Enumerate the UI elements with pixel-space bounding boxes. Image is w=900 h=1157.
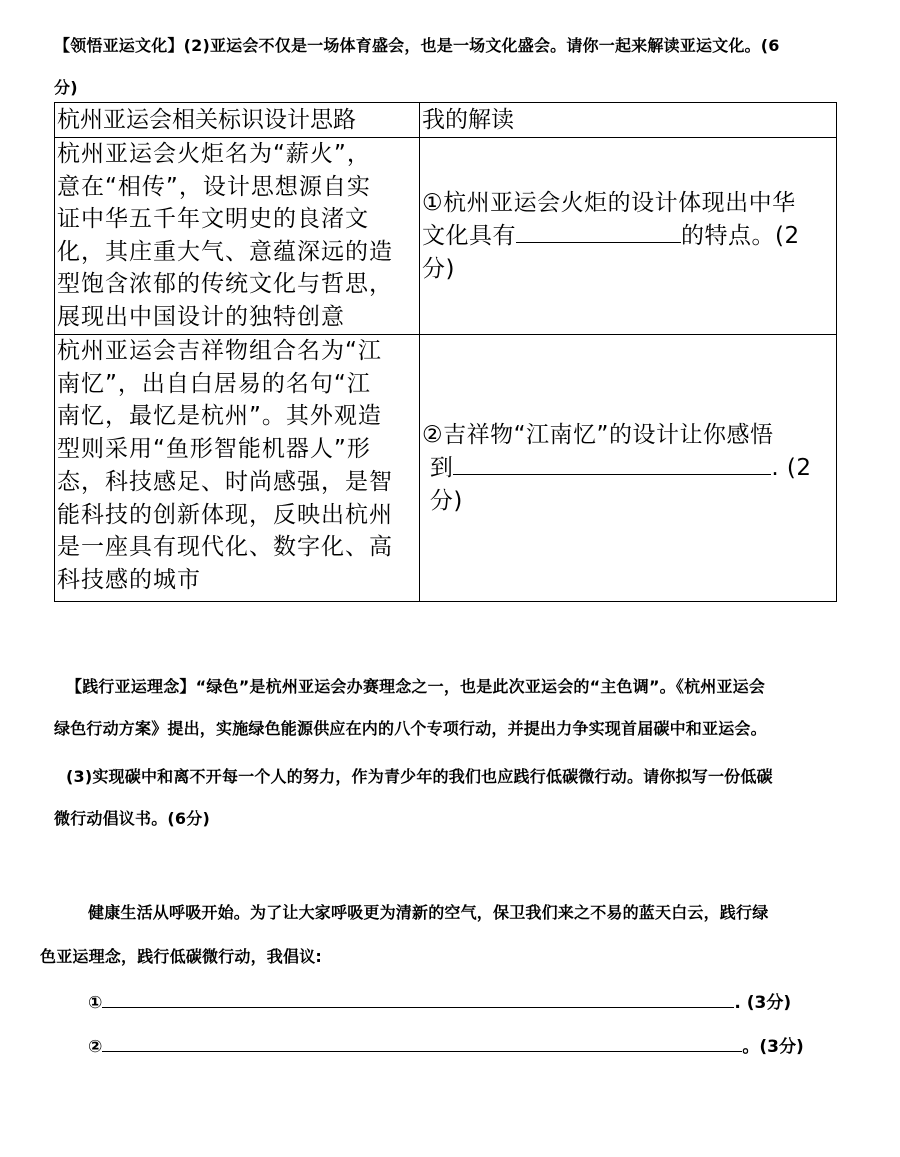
header-design-idea: 杭州亚运会相关标识设计思路: [55, 103, 420, 138]
header-my-interpretation: 我的解读: [420, 103, 837, 138]
proposal-item-1-marker: ①: [88, 993, 103, 1013]
torch-question-points: 分): [422, 255, 455, 282]
proposal-intro-line-1: 健康生活从呼吸开始。为了让大家呼吸更为清新的空气，保卫我们来之不易的蓝天白云，践行绿: [88, 903, 769, 922]
interpretation-table: [54, 102, 837, 602]
mascot-line: 南忆，最忆是杭州”。其外观造: [57, 403, 382, 430]
torch-answer-cell: [420, 138, 837, 335]
mascot-answer-cell: [420, 335, 837, 602]
torch-line: 证中华五千年文明史的良渚文: [57, 206, 369, 232]
mascot-line: 科技感的城市: [57, 566, 201, 593]
mascot-line: 南忆”，出自白居易的名句“江: [57, 370, 371, 397]
mascot-line: 态，科技感足、时尚感强，是智: [57, 468, 393, 495]
proposal-item-2: [88, 1032, 804, 1057]
mascot-line: 能科技的创新体现，反映出杭州: [57, 501, 393, 528]
mascot-answer-blank[interactable]: [453, 452, 771, 475]
question-3-line-1: (3)实现碳中和离不开每一个人的努力，作为青少年的我们也应践行低碳微行动。请你拟写一份低碳: [66, 767, 773, 786]
mascot-line: 型则采用“鱼形智能机器人”形: [57, 436, 371, 463]
mascot-line: 杭州亚运会吉祥物组合名为“江: [57, 338, 382, 364]
torch-line: 意在“相传”，设计思想源自实: [57, 173, 371, 200]
torch-line: 型饱含浓郁的传统文化与哲思，: [57, 271, 393, 297]
torch-line: 展现出中国设计的独特创意: [57, 303, 345, 330]
table-row-mascot: [55, 335, 837, 602]
torch-line: 杭州亚运会火炬名为“薪火”，: [57, 141, 371, 167]
green-intro-line-1: 【践行亚运理念】“绿色”是杭州亚运会办赛理念之一，也是此次亚运会的“主色调”。《杭州亚运会: [66, 677, 766, 696]
torch-question-prefix: 文化具有: [422, 222, 516, 249]
torch-question-line-1: ①杭州亚运会火炬的设计体现出中华: [422, 189, 796, 216]
proposal-intro-line-2: 色亚运理念，践行低碳微行动，我倡议:: [40, 947, 322, 966]
torch-description-cell: [55, 138, 420, 335]
green-intro-line-2: 绿色行动方案》提出，实施绿色能源供应在内的八个专项行动，并提出力争实现首届碳中和亚运会。: [54, 719, 767, 738]
table-row-torch: [55, 138, 837, 335]
mascot-question-prefix: 到: [429, 454, 454, 481]
mascot-description-cell: [55, 335, 420, 602]
torch-question-suffix: 的特点。(2: [681, 222, 800, 249]
mascot-line: 是一座具有现代化、数字化、高: [57, 534, 393, 561]
proposal-item-1: [88, 988, 791, 1013]
proposal-item-1-blank[interactable]: [102, 989, 734, 1008]
mascot-question-line-1: ②吉祥物“江南忆”的设计让你感悟: [422, 421, 774, 448]
question-2-line-2: 分): [54, 78, 78, 97]
table-header-row: [55, 103, 837, 138]
question-2-line-1: 【领悟亚运文化】(2)亚运会不仅是一场体育盛会，也是一场文化盛会。请你一起来解读亚运文化。(6: [54, 36, 780, 55]
proposal-item-1-points: . (3分): [734, 993, 792, 1013]
mascot-question-points: 分): [429, 487, 463, 514]
proposal-item-2-points: 。(3分): [742, 1037, 804, 1057]
torch-answer-blank[interactable]: [516, 220, 681, 243]
proposal-item-2-blank[interactable]: [102, 1033, 742, 1052]
torch-line: 化，其庄重大气、意蕴深远的造: [57, 238, 393, 265]
question-3-line-2: 微行动倡议书。(6分): [54, 809, 210, 828]
proposal-item-2-marker: ②: [88, 1037, 103, 1057]
mascot-question-suffix: . (2: [771, 454, 812, 481]
